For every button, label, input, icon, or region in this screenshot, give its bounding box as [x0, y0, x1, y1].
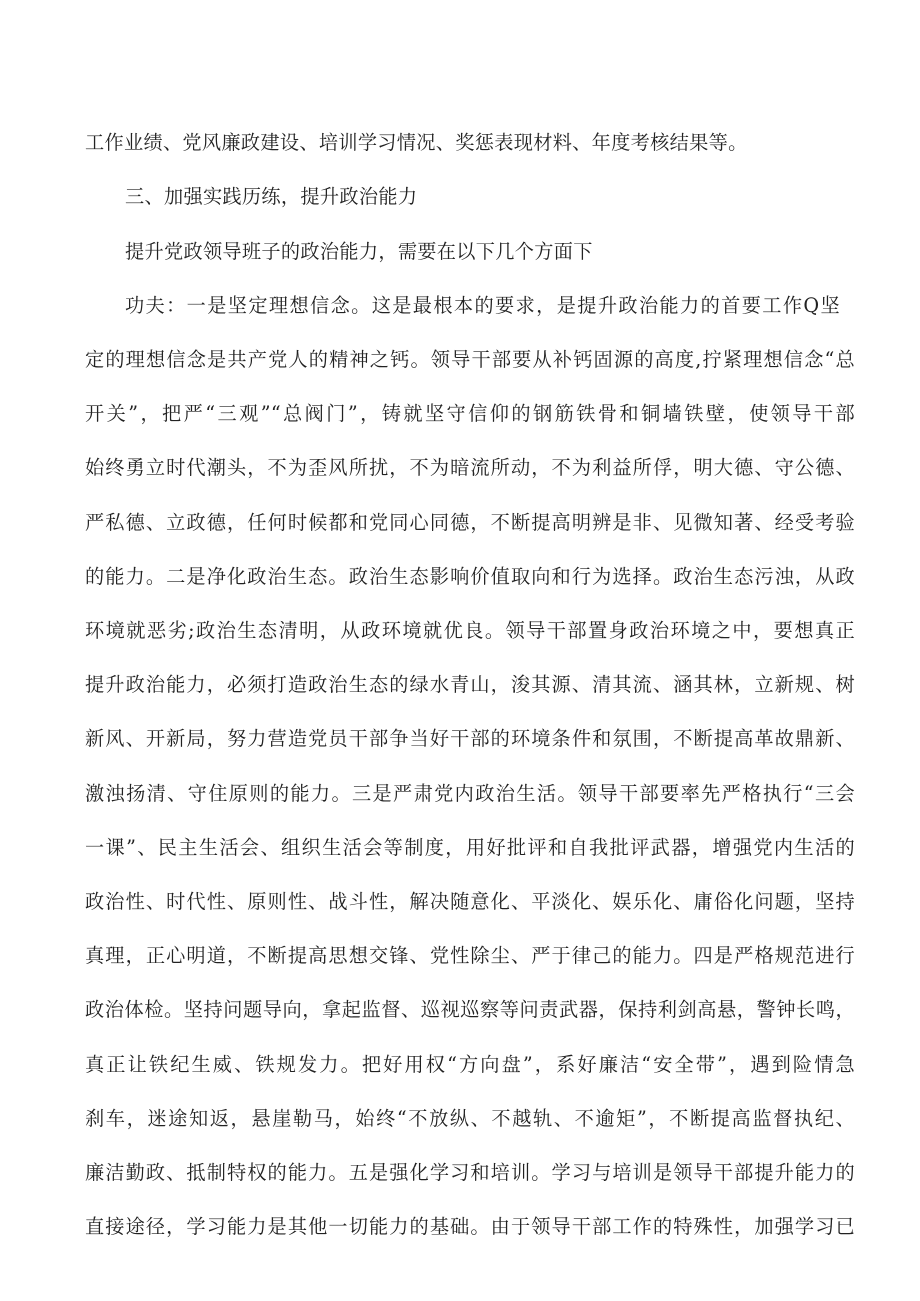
text-line-21: 直接途径，学习能力是其他一切能力的基础。由于领导干部工作的特殊性，加强学习已	[85, 1215, 855, 1238]
text-line-9: 的能力。二是净化政治生态。政治生态影响价值取向和行为选择。政治生态污浊，从政	[85, 565, 855, 588]
text-line-19: 刹车，迷途知返，悬崖勒马，始终“不放纵、不越轨、不逾矩”，不断提高监督执纪、	[85, 1107, 855, 1130]
text-line-15: 政治性、时代性、原则性、战斗性，解决随意化、平淡化、娱乐化、庸俗化问题，坚持	[85, 890, 855, 913]
text-line-20: 廉洁勤政、抵制特权的能力。五是强化学习和培训。学习与培训是领导干部提升能力的	[85, 1161, 855, 1184]
text-line-13: 激浊扬清、守住原则的能力。三是严肃党内政治生活。领导干部要率先严格执行“三会	[85, 782, 855, 805]
text-line-12: 新风、开新局，努力营造党员干部争当好干部的环境条件和氛围，不断提高革故鼎新、	[85, 727, 855, 750]
text-line-3: 提升党政领导班子的政治能力，需要在以下几个方面下	[125, 240, 593, 263]
text-line-6: 开关”，把严“三观”“总阀门”，铸就坚守信仰的钢筋铁骨和铜墙铁壁，使领导干部	[85, 402, 855, 425]
text-line-14: 一课”、民主生活会、组织生活会等制度，用好批评和自我批评武器，增强党内生活的	[85, 836, 855, 859]
text-line-17: 政治体检。坚持问题导向，拿起监督、巡视巡察等问责武器，保持利剑高悬，警钟长鸣，	[85, 998, 855, 1021]
text-line-4: 功夫：一是坚定理想信念。这是最根本的要求，是提升政治能力的首要工作Q坚	[125, 294, 840, 317]
section-heading: 三、加强实践历练，提升政治能力	[125, 185, 418, 208]
text-line-1: 工作业绩、党风廉政建设、培训学习情况、奖惩表现材料、年度考核结果等。	[85, 131, 748, 154]
text-line-11: 提升政治能力，必须打造政治生态的绿水青山，浚其源、清其流、涵其林，立新规、树	[85, 673, 855, 696]
text-line-5: 定的理想信念是共产党人的精神之钙。领导干部要从补钙固源的高度,拧紧理想信念“总	[85, 348, 855, 371]
text-line-10: 环境就恶劣;政治生态清明，从政环境就优良。领导干部置身政治环境之中，要想真正	[85, 619, 855, 642]
text-line-18: 真正让铁纪生威、铁规发力。把好用权“方向盘”，系好廉洁“安全带”，遇到险情急	[85, 1053, 855, 1076]
text-line-7: 始终勇立时代潮头，不为歪风所扰，不为暗流所动，不为利益所俘，明大德、守公德、	[85, 456, 855, 479]
text-line-8: 严私德、立政德，任何时候都和党同心同德，不断提高明辨是非、见微知著、经受考验	[85, 511, 855, 534]
text-line-16: 真理，正心明道，不断提高思想交锋、党性除尘、严于律己的能力。四是严格规范进行	[85, 944, 855, 967]
